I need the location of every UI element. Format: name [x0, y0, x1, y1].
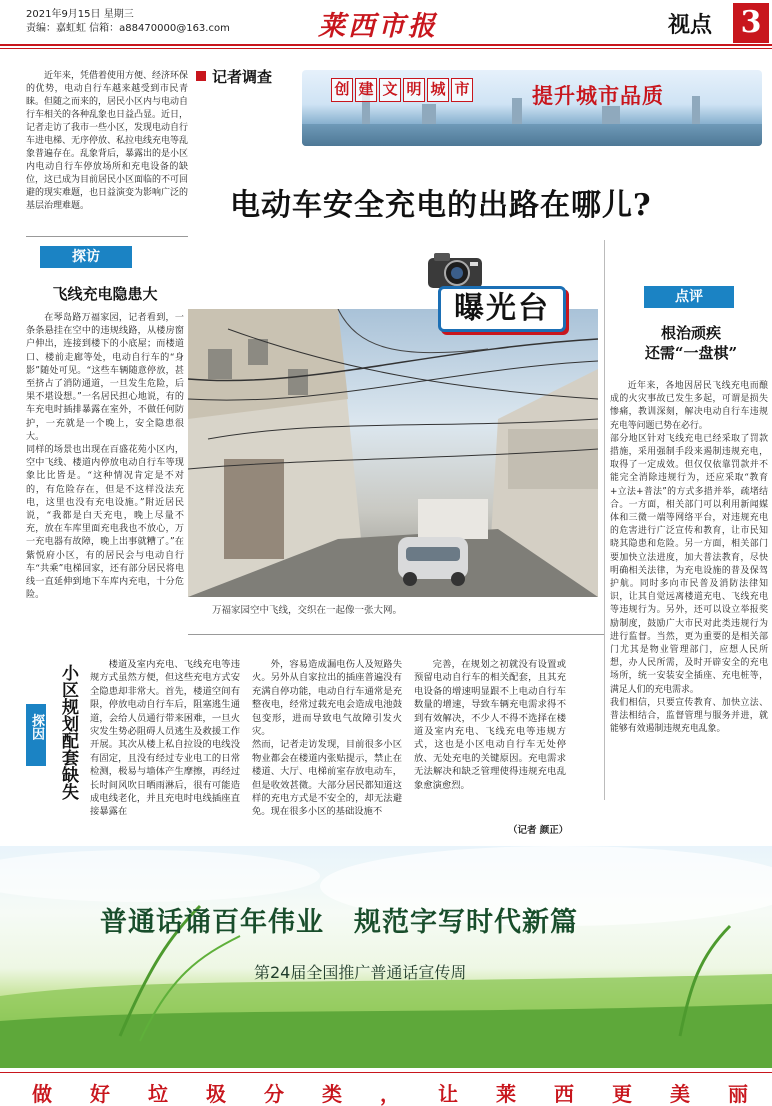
camera-icon [426, 250, 484, 290]
page-number: 3 [733, 3, 769, 43]
slogan-char: 分 [264, 1082, 284, 1106]
pinglun-title-line2: 还需“一盘棋” [644, 344, 738, 362]
divider [26, 236, 188, 237]
slogan-char: 好 [90, 1082, 110, 1106]
section-title: 视点 [668, 13, 713, 38]
slogan-char: 圾 [206, 1082, 226, 1106]
banner-char: 明 [403, 78, 425, 102]
banner-char: 建 [355, 78, 377, 102]
tanyin-badge-label: 探因 [29, 714, 44, 740]
tanyin-badge [26, 704, 46, 766]
banner-char: 市 [451, 78, 473, 102]
promo-title-left: 普通话诵百年伟业 [100, 907, 324, 938]
slogan-char: 西 [554, 1082, 574, 1106]
reporter-survey-label: 记者调查 [212, 68, 273, 86]
masthead-meta [26, 8, 230, 36]
slogan-char: ， [380, 1082, 400, 1106]
intro-paragraph: 近年来，凭借着使用方便、经济环保的优势，电动自行车越来越受到市民青睐。但随之而来的，居民小区内与电动自行车相关的各种乱象也日益凸显。近日，记者走访了我市一些小区，发现电动自行车进电梯、无序停放、私拉电线充电等乱象普遍存在。乱象背后，暴露出的是小区内电动自行车停放场所和充电设备的缺位，这已成为目前居民小区面临的不可回避的现实难题，也日益演变为影响广泛的基层治理难题。 [26, 71, 188, 211]
pinglun-body: 近年来，各地因居民飞线充电而酿成的火灾事故已发生多起，可谓是损失惨痛，教训深刻，解决电动自行车违规充电等问题已势在必行。 部分地区针对飞线充电已经采取了罚款措施，采用强制手段来遏制违规充电，取得了一定成效。但仅仅依靠罚款并不能完全消除违规行为，还应采取“教育+立法+普法”的方式多措并举，疏堵结合。一方面，相关部门可以利用新闻媒体和三微一端等网络平台，对违规充电的危害进行广泛宣传和教育，让市民知晓其隐患和危险。另一方面，相关部门要加快立法进度，加大普法教育，尽快明确相关法律，为充电设施的普及保驾护航。同时多向市民普及消防法律知识，让其自觉远离楼道充电、飞线充电等违规行为。另外，还可以设立举报奖励制度，鼓励广大市民对此类违规行为进行监督。当然，更为重要的是相关部门尤其是物业管理部门，应想人民所想，办人民所需，及时开辟安全的充电场所，统一安装安全插座、充电桩等，满足人们的充电需求。 我们相信，只要宣传教育、加快立法、普法相结合，监督管理与服务并进，就能够有效遏制违规充电乱象。 [610, 381, 768, 735]
banner-char: 文 [379, 78, 401, 102]
promo-title-right: 规范字写时代新篇 [354, 907, 578, 938]
banner-char: 城 [427, 78, 449, 102]
promo-title [100, 900, 608, 939]
square-marker-icon [196, 71, 206, 81]
mandarin-promo-banner [0, 846, 772, 1068]
issue-date: 2021年9月15日 星期三 [26, 9, 134, 20]
banner-subtitle: 提升城市品质 [532, 83, 664, 108]
tanfang-body: 在琴岛路万福家园，记者看到，一条条悬挂在空中的违规线路，从楼房窗户伸出，连接到楼下的小底屋；而楼道口、楼前走廊等处，电动自行车的“身影”随处可见。“这些车辆随意停放，甚至挤占了消防通道，一旦发生危险，后果不堪设想。”一名居民担心地说，有的车充电时插排暴露在室外，不做任何防护，一充就是一个晚上，安全隐患很大。 同样的场景也出现在百盛花苑小区内，空中飞线、楼道内停放电动自行车等现象比比皆是。“这种情况肯定是不对的，有危险存在，但是不这样没法充电，这里也没有充电设施。”附近居民说，“我都是白天充电，晚上尽量不充，放在车库里面充电我也不放心，万一充电器有故障，晚上出事就糟了。”在紫悦府小区，有的居民会与电动自行车“共乘”电梯回家，还有部分居民将电线一直延伸到地下车库内充电，十分危险。 [26, 313, 184, 601]
tanyin-col3: 完善，在规划之初就没有设置或预留电动自行车的相关配套，且其充电设备的增速明显跟不上电动自行车数量的增速，导致车辆充电需求得不到有效解决，不少人不得不选择在楼道及室内充电、飞线充电等违规方式，这也是小区电动自行车无处停放、无处充电的关键原因。充电需求无法解决和缺乏管理使得违规充电乱象愈演愈烈。 [414, 659, 566, 791]
byline: （记者 颜正） [508, 825, 569, 836]
slogan-char: 美 [670, 1082, 690, 1106]
tanyin-col1: 楼道及室内充电、飞线充电等违规方式虽然方便，但这些充电方式安全隐患却非常大。首先，楼道空间有限，停放电动自行车后，阻塞逃生通道，会给人员通行带来困难，一旦火灾发生势必阻碍人员逃生及救援工作开展。其次从楼上私自拉设的电线没有固定，且没有经过专业电工的日常检测，极易与墙体产生摩擦，再经过长时间风吹日晒雨淋后，很有可能造成电线老化，并且充电时电线插座直接暴露在 [90, 659, 240, 818]
editor-line: 责编：嘉虹虹 信箱：a88470000@163.com [26, 23, 230, 34]
exposure-stage-label: 曝光台 [438, 286, 566, 332]
grass-illustration [0, 846, 772, 1068]
banner-char-row [331, 78, 473, 102]
slogan-char: 更 [612, 1082, 632, 1106]
reporter-survey-tag [196, 66, 272, 87]
header-rule-thin [0, 48, 772, 49]
pinglun-title-line1: 根治顽疾 [660, 324, 721, 342]
divider [188, 634, 604, 635]
main-headline: 电动车安全充电的出路在哪儿? [230, 188, 652, 223]
tanyin-title: 小区规划配套缺失 [58, 664, 78, 800]
newspaper-logo: 莱西市报 [318, 11, 438, 42]
header-rule [0, 44, 772, 46]
slogan-char: 让 [438, 1082, 458, 1106]
slogan-char: 莱 [496, 1082, 516, 1106]
photo-caption: 万福家园空中飞线，交织在一起像一张大网。 [212, 605, 403, 616]
tanfang-title: 飞线充电隐患大 [52, 285, 158, 303]
alley-illustration [188, 309, 598, 597]
slogan-char: 丽 [728, 1082, 748, 1106]
wire-photo [188, 309, 598, 597]
tanyin-col2: 外，容易造成漏电伤人及短路失火。另外从自家拉出的插座普遍没有充满自停功能，电动自行车通常是充整夜电，经常过载充电会造成电池鼓包变形，进而导致电气故障引发火灾。 然而，记者走访发现，目前很多小区物业都会在楼道内张贴提示，禁止在楼道、大厅、电梯前室存放电动车，但是收效甚微。大部分居民都知道这样的充电方式是不安全的，却无法避免。现在很多小区的基础设施不 [252, 659, 402, 818]
pinglun-badge: 点评 [644, 286, 734, 308]
slogan-char: 做 [32, 1082, 52, 1106]
tanfang-badge: 探访 [40, 246, 132, 268]
promo-subtitle: 第24届全国推广普通话宣传周 [254, 963, 467, 982]
banner-char: 创 [331, 78, 353, 102]
footer-slogan [32, 1078, 748, 1106]
divider [604, 240, 605, 800]
slogan-char: 类 [322, 1082, 342, 1106]
slogan-char: 垃 [148, 1082, 168, 1106]
